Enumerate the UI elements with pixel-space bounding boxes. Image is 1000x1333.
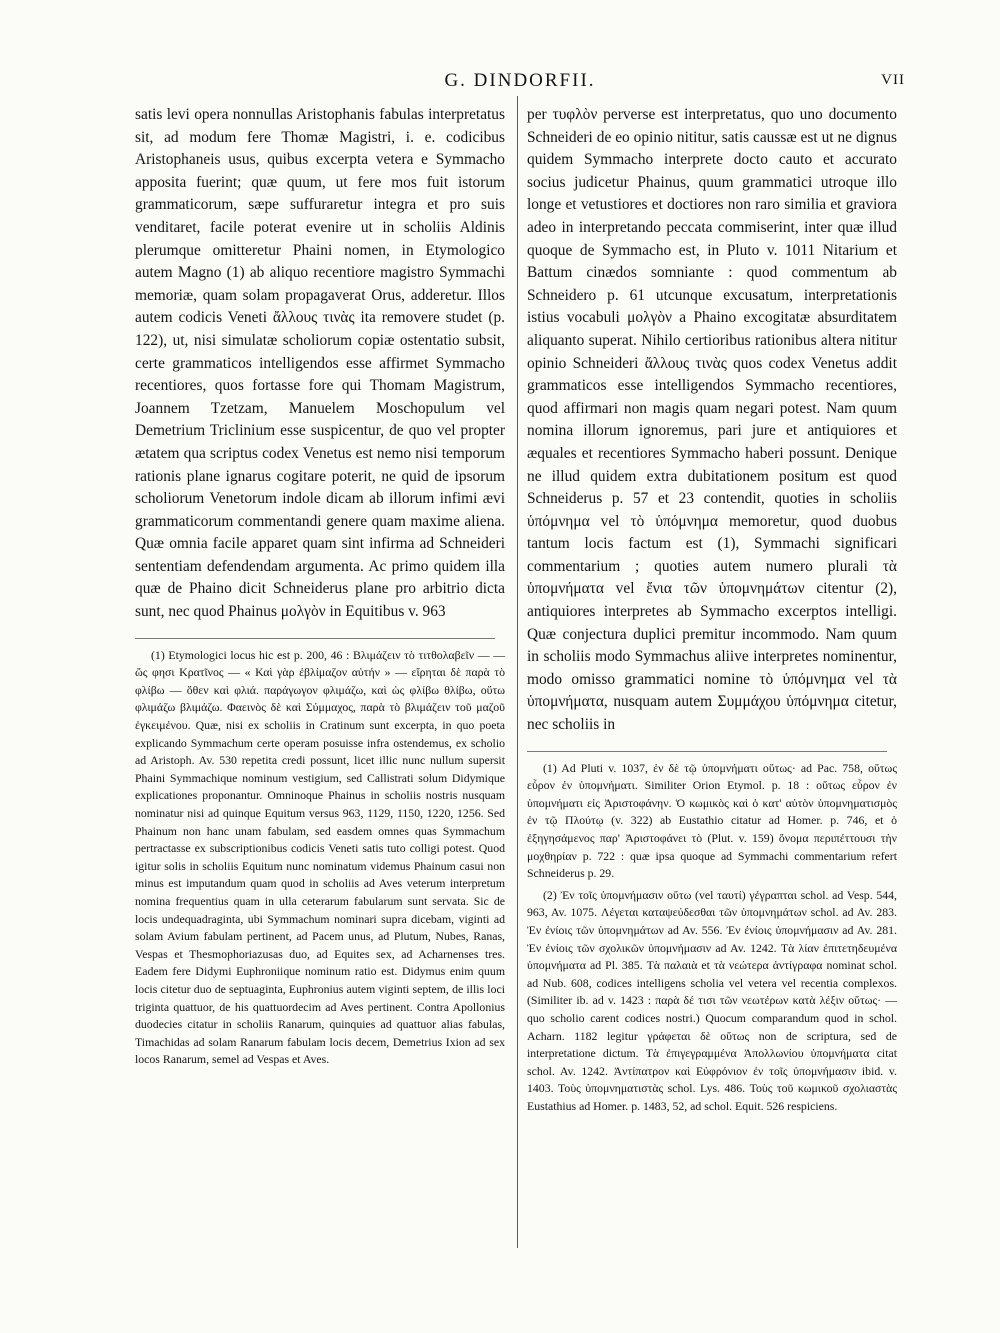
right-footnote-rule bbox=[527, 751, 887, 752]
column-divider bbox=[517, 96, 519, 1248]
running-head bbox=[135, 70, 905, 94]
page-number: VII bbox=[881, 72, 905, 88]
left-body-text: satis levi opera nonnullas Aristophanis fabulas interpretatus sit, ad modum fere Thomæ Magistri, i. e. codicibus Aristophaneis usus, quibus excerpta vetera e Symmacho apposita fuerint; quæ quum, ut fere mos fuit istorum grammaticorum, sæpe suffuraretur integra et pro suis venditaret, facile poterat evenire ut in scholiis Aldinis plerumque omitteretur Phaini nomen, in Etymologico autem Magno (1) ab aliquo recentiore magistro Symmachi memoriæ, quam solam propagaverat Orus, adderetur. Illos autem codicis Veneti ἄλλους τινὰς ita removere studet (p. 122), ut, nisi simulatæ scholiorum copiæ ostentatio subsit, certe grammaticos intelligendos esse affirmet Symmacho recentiores, quos fortasse fore qui Thomam Magistrum, Joannem Tzetzam, Manuelem Moschopulum vel Demetrium Triclinium esse suspicentur, de quo vel propter ætatem qua scriptus codex Venetus est nemo nisi temporum rationis plane ignarus cogitare poterit, ne quid de ipsorum scholiorum Venetorum indole dicam ab illorum infimi ævi grammaticorum commentandi genere quam maxime aliena. Quæ omnia facile apparet quam sint infirma ad Schneideri sententiam defendendam argumenta. Ac primo quidem illa quæ de Phaino dicit Schneiderus plane pro arbitrio dicta sunt, nec quod Phainus μολγὸν in Equitibus v. 963 bbox=[135, 106, 505, 621]
left-column bbox=[135, 104, 505, 1073]
left-footnotes bbox=[135, 647, 505, 1069]
footnote: (1) Ad Pluti v. 1037, ἐν δὲ τῷ ὑπομνήματι οὕτως· ad Pac. 758, οὕτως εὗρον ἐν ὑπομνήματι. Similiter Orion Etymol. p. 18 : οὕτως εὗρον ἐν ὑπομνήματι εἰς Ἀριστοφάνην. Ὁ κωμικὸς καὶ ὁ κατ' αὐτὸν ὑπομνηματισμὸς ἐν τῷ Πλούτῳ (v. 322) ab Eustathio citatur ad Homer. p. 746, et ὁ ἐξηγησάμενος παρ' Ἀριστοφάνει τὸ (Plut. v. 159) ὄνομα περιπέττουσι τὴν μοχθηρίαν p. 722 : quæ ipsa quoque ad Symmachi commentarium refert Schneiderus p. 29. bbox=[527, 760, 897, 881]
left-footnote-rule bbox=[135, 638, 495, 639]
right-body-text: per τυφλὸν perverse est interpretatus, quo uno documento Schneideri de eo opinio nititur, satis caussæ est ut ne dignus quidem Symmacho interprete docto cauto et accurato socius judicetur Phainus, quum grammatici utroque illo longe et vetustiores et doctiores non raro similia et graviora adeo in interpretando peccata commiserint, inter quæ illud quoque de Symmacho est, in Pluto v. 1011 Nitarium et Battum cinædos somniante : quod commentum ab Schneidero p. 61 utcunque excusatum, interpretationis istius vocabuli μολγὸν a Phaino excogitatæ absurditatem aliquanto superat. Nihilo certioribus rationibus altera nititur opinio Schneideri ἄλλους τινὰς quos codex Venetus addit grammaticos esse intelligendos Symmacho recentiores, quod affirmari non magis quam negari potest. Nam quum nomina illorum ignoremus, pari jure et antiquiores et æquales et recentiores Symmacho haberi possunt. Denique ne illud quidem extra dubitationem positum est quod Schneiderus p. 57 et 23 contendit, quoties in scholiis ὑπόμνημα vel τὸ ὑπόμνημα memoretur, quod duobus tantum locis factum est (1), Symmachi significari commentarium ; quoties autem numero plurali τὰ ὑπομνήματα vel ἔνια τῶν ὑπομνημάτων citentur (2), antiquiores interpretes ab Symmacho excerptos intelligi. Quæ conjectura duplici premitur incommodo. Nam quum in scholiis modo Symmachus aliive interpretes nominentur, modo omisso grammatici nomine τὸ ὑπόμνημα vel τὰ ὑπομνήματα, nusquam autem Συμμάχου ὑπόμνημα citetur, nec scholiis in bbox=[527, 106, 897, 734]
footnote: (2) Ἐν τοῖς ὑπομνήμασιν οὕτω (vel ταυτί) γέγραπται schol. ad Vesp. 544, 963, Av. 1075. Λέγεται καταψεύδεσθαι τῶν ὑπομνημάτων schol. ad Av. 283. Ἐν ἐνίοις τῶν ὑπομνημάτων ad Av. 556. Ἐν ἐνίοις ὑπομνήμασιν ad Av. 281. Ἐν ἐνίοις τῶν σχολικῶν ὑπομνήμασιν ad Av. 1242. Τὰ λίαν ἐπιτετηδευμένα ὑπομνήματα ad Pl. 385. Τὰ παλαιὰ et τὰ νεώτερα ἀντίγραφα nominat schol. ad Nub. 608, codices intelligens scholia vel vetera vel recentia complexos. (Similiter ib. ad v. 1423 : παρὰ δέ τισι τῶν νεωτέρων κατὰ λέξιν οὕτως· — quo scholio carent codices nostri.) Quocum comparandum quod in schol. Acharn. 1182 legitur γράφεται δὲ οὕτως non de scriptura, sed de interpretatione dictum. Τὰ ἐπιγεγραμμένα Ἀπολλωνίου ὑπομνήματα citat schol. Av. 1242. Ἀντίπατρον καὶ Εὐφρόνιον ἐν τοῖς ὑπομνήμασιν ibid. v. 1403. Τοὺς ὑπομνηματιστὰς schol. Lys. 486. Τοὺς τοῦ κωμικοῦ σχολιαστὰς Eustathius ad Homer. p. 1483, 52, ad schol. Equit. 526 respiciens. bbox=[527, 887, 897, 1113]
right-footnotes bbox=[527, 760, 897, 1116]
running-title: G. DINDORFII. bbox=[444, 70, 596, 91]
footnote: (1) Etymologici locus hic est p. 200, 46 : Βλιμάζειν τὸ τιτθολαβεῖν — — ὥς φησι Κρατῖνος — « Καὶ γὰρ ἐβλίμαζον αὐτήν » — εἴρηται δὲ παρὰ τὸ φλίβω — ὅθεν καὶ φλιά. παράγωγον φλιμάζω, καὶ ὡς φλίβω θλίβω, οὕτω φλιμάζω βλιμάζω. Φαεινὸς δὲ καὶ Σύμμαχος, παρὰ τὸ βλιμάζειν τοῦ μαζοῦ ἐγκειμένου. Quæ, nisi ex scholiis in Cratinum sunt excerpta, in quo poeta explicando Symmachum certe operam posuisse infra ostendemus, ex scholio ad Aristoph. Av. 530 repetita credi possunt, licet illic nunc nullum supersit Phaini Symmachique nominum vestigium, sed Callistrati solum Didymique explicationes proponantur. Omninoque Phainus in scholiis nostris nusquam nominatur nisi ad quinque Equitum versus 963, 1129, 1150, 1220, 1256. Sed Phainum non hanc unam fabulam, sed easdem omnes quas Symmachum pertractasse ex subscriptionibus codicis Veneti satis tuto colligi potest. Quod igitur solis in scholiis Equitum nunc nominatum videmus Phainum casui non minus est imputandum quam quod in scholiis ad Aves veterum interpretum nomina frequentius quam in ulla ceterarum fabularum sunt servata. Sic de locis undequadraginta, ubi Symmachum nominari supra dicebam, viginti ad solam Avium fabulam pertinent, ad Pacem unus, ad Plutum, Nubes, Ranas, Vespas et Thesmophoriazusas duo, ad Equites sex, ad Acharnenses tres. Eadem fere Didymi Euphroniique nominum ratio est. Didymus enim quum locis citetur duo de septuaginta, Euphronius autem viginti septem, de illis loci triginta quattuor, de his quattuordecim ad Aves pertinent. Contra Apollonius duodecies citatur in scholiis Ranarum, quinquies ad quattuor alias fabulas, Timachidas ad solam Ranarum fabulam locis decem, Demetrius Ixion ad sex locos Ranarum, semel ad Vespas et Aves. bbox=[135, 647, 505, 1067]
right-column bbox=[527, 104, 897, 1120]
